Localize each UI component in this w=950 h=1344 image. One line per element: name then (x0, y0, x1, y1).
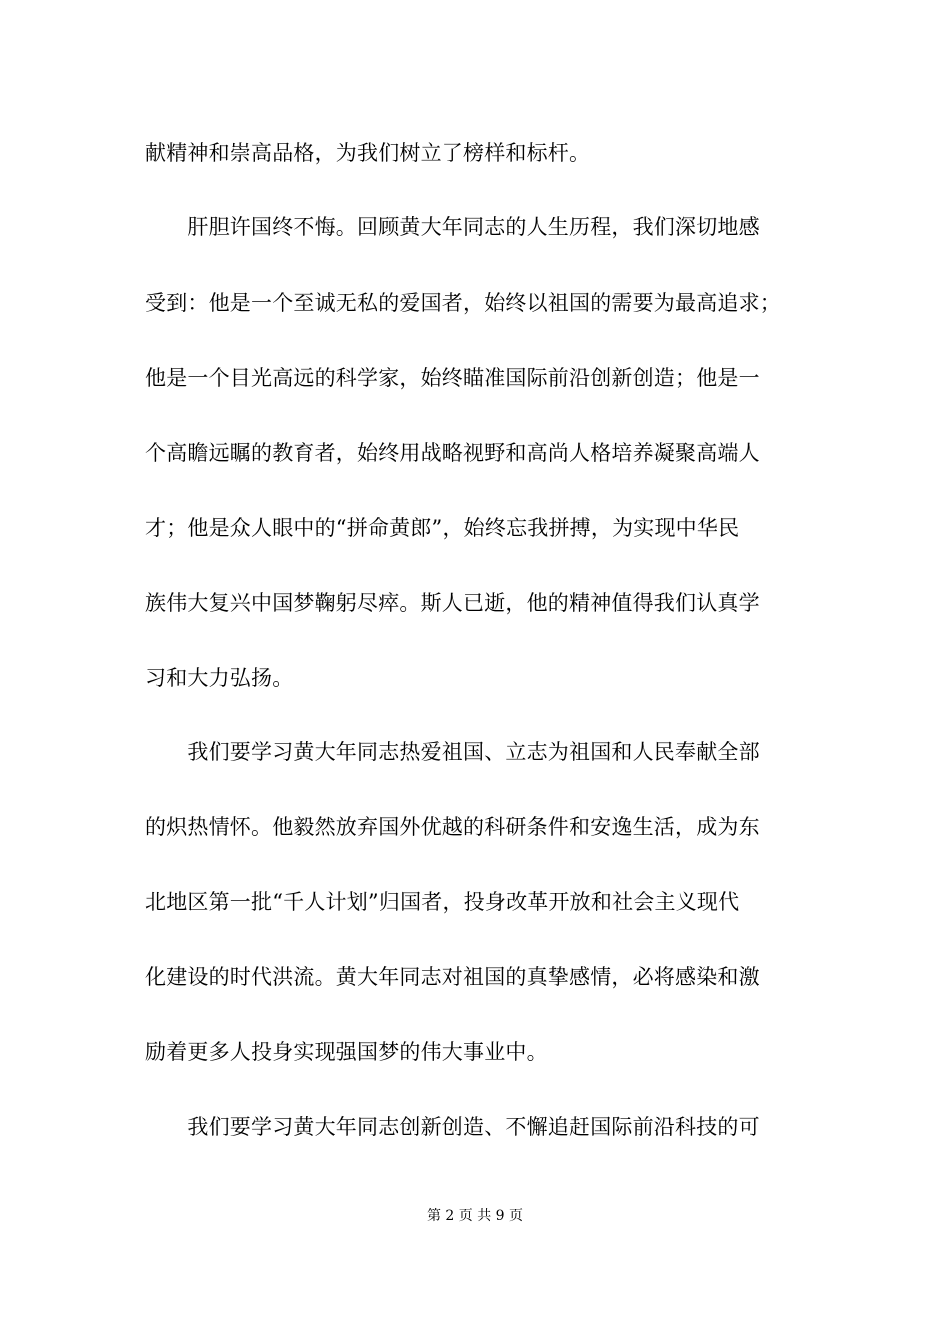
text-line-3: 受到：他是一个至诚无私的爱国者，始终以祖国的需要为最高追求； (145, 291, 781, 315)
text-line-5: 个高瞻远瞩的教育者，始终用战略视野和高尚人格培养凝聚高端人 (145, 441, 760, 465)
page-footer (0, 1206, 950, 1226)
text-line-11: 北地区第一批“千人计划”归国者，投身改革开放和社会主义现代 (145, 890, 740, 914)
text-line-4: 他是一个目光高远的科学家，始终瞄准国际前沿创新创造；他是一 (145, 366, 760, 390)
text-line-8: 习和大力弘扬。 (145, 666, 294, 690)
text-line-10: 的炽热情怀。他毅然放弃国外优越的科研条件和安逸生活，成为东 (145, 815, 760, 839)
text-line-14: 我们要学习黄大年同志创新创造、不懈追赶国际前沿科技的可 (145, 1115, 760, 1139)
text-line-13: 励着更多人投身实现强国梦的伟大事业中。 (145, 1040, 548, 1064)
text-line-12: 化建设的时代洪流。黄大年同志对祖国的真挚感情，必将感染和激 (145, 965, 760, 989)
text-line-6: 才；他是众人眼中的“拼命黄郎”，始终忘我拼搏，为实现中华民 (145, 516, 740, 540)
text-line-1: 献精神和崇高品格，为我们树立了榜样和标杆。 (145, 141, 591, 165)
text-line-7: 族伟大复兴中国梦鞠躬尽瘁。斯人已逝，他的精神值得我们认真学 (145, 591, 760, 615)
text-line-9: 我们要学习黄大年同志热爱祖国、立志为祖国和人民奉献全部 (145, 740, 760, 764)
page-number: 第 2 页 共 9 页 (426, 1208, 524, 1224)
text-line-2: 肝胆许国终不悔。回顾黄大年同志的人生历程，我们深切地感 (145, 215, 760, 239)
